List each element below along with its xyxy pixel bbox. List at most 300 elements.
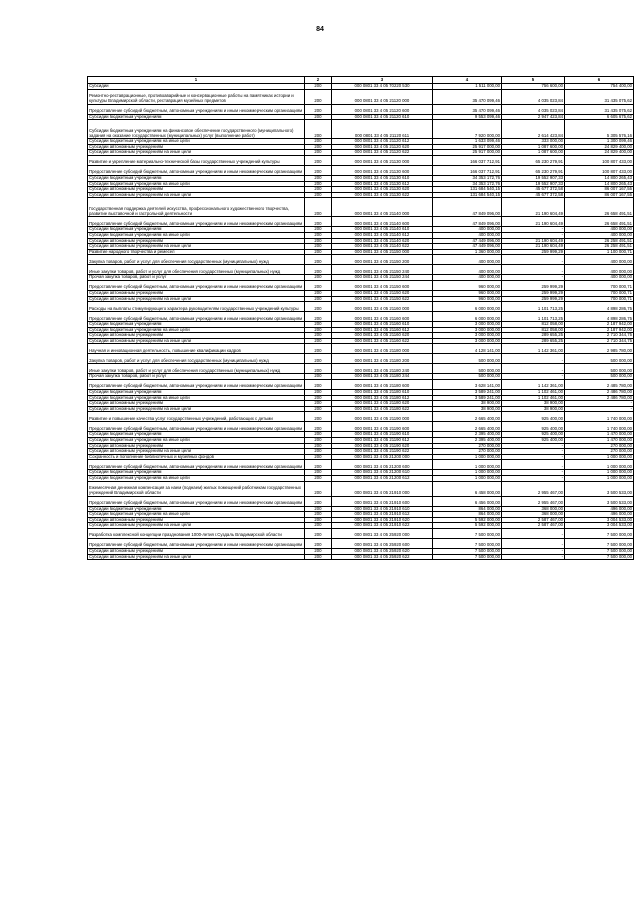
row-department-cell: 200 [305,354,332,364]
row-remainder-cell: 7 500 000,00 [565,548,634,554]
row-name-cell: Субсидии бюджетным учреждениям на иные цели [88,327,305,333]
table-row [88,481,634,496]
row-code-cell: 000 0801 33 4 05 21910 612 [332,512,433,518]
row-name-cell: Субсидии [88,84,305,90]
budget-table [87,76,634,560]
table-row [88,338,634,344]
row-code-cell: 000 0801 33 4 05 21190 610 [332,432,433,438]
row-approved-cell: 5 592 000,00 [433,517,502,523]
row-name-cell: Субсидии бюджетным учреждениям на иные цели [88,512,305,518]
row-code-cell: 000 0801 33 4 05 21130 620 [332,187,433,193]
row-remainder-cell: 1 100 000,71 [565,249,634,255]
row-code-cell: 000 0801 33 4 05 21180 610 [332,390,433,396]
row-code-cell: 000 0801 33 4 05 21150 622 [332,296,433,302]
row-department-cell: 200 [305,165,332,175]
row-department-cell: 200 [305,470,332,476]
row-approved-cell: 400 000,00 [433,232,502,238]
row-remainder-cell: 2 187 942,00 [565,322,634,328]
row-executed-cell: 21 190 604,49 [502,217,565,227]
row-code-cell: 000 0801 33 4 05 21130 000 [332,155,433,165]
row-approved-cell: 34 353 172,76 [433,175,502,181]
row-approved-cell: 166 037 712,91 [433,155,502,165]
row-code-cell: 000 0801 33 4 05 21200 610 [332,470,433,476]
row-name-cell: Субсидии автономным учреждениям [88,548,305,554]
row-remainder-cell: - [565,401,634,407]
row-code-cell: 000 0801 33 4 05 21160 620 [332,333,433,339]
row-name-cell: Субсидии автономным учреждениям [88,187,305,193]
row-executed-cell: 756 600,00 [502,84,565,90]
row-name-cell: Субсидии бюджетным учреждениям на иные цели [88,476,305,482]
row-approved-cell: 47 449 096,00 [433,238,502,244]
row-approved-cell: 864 000,00 [433,506,502,512]
row-approved-cell: 3 589 241,00 [433,390,502,396]
row-executed-cell: 1 102 461,00 [502,390,565,396]
row-approved-cell: 7 500 000,00 [433,548,502,554]
row-name-cell: Субсидии автономным учреждениям на иные цели [88,192,305,198]
table-row [88,354,634,364]
row-name-cell: Субсидии бюджетным учреждениям [88,506,305,512]
row-name-cell: Субсидии бюджетным учреждениям [88,390,305,396]
row-executed-cell: 259 999,29 [502,296,565,302]
row-name-cell: Субсидии автономным учреждениям на иные цели [88,150,305,156]
row-name-cell: Иные закупки товаров, работ и услуг для обеспечения государственных (муниципальных) нужд [88,364,305,374]
row-executed-cell: 1 101 713,25 [502,312,565,322]
row-executed-cell: - [502,454,565,460]
row-name-cell: Субсидии бюджетным учреждениям [88,114,305,120]
table-row [88,89,634,104]
row-approved-cell: 400 000,00 [433,255,502,265]
row-remainder-cell: 500 000,00 [565,354,634,364]
row-approved-cell: 400 000,00 [433,227,502,233]
row-name-cell: Развитие и повышение качества услуг государственных учреждений, работающих с детьми [88,412,305,422]
row-remainder-cell: 26 658 491,51 [565,198,634,217]
row-remainder-cell: 2 710 344,75 [565,338,634,344]
row-executed-cell: 19 552 907,33 [502,181,565,187]
row-code-cell: 000 0801 33 4 05 21120 620 [332,144,433,150]
row-remainder-cell: 5 305 576,16 [565,120,634,139]
row-remainder-cell: 400 000,00 [565,275,634,281]
row-remainder-cell: 3 500 533,00 [565,481,634,496]
row-executed-cell: 1 101 713,25 [502,302,565,312]
row-remainder-cell: 3 004 533,00 [565,523,634,529]
row-department-cell: 200 [305,432,332,438]
row-remainder-cell: 1 300 099,46 [565,139,634,145]
table-row [88,217,634,227]
row-remainder-cell: 500 000,00 [565,374,634,380]
row-executed-cell: - [502,275,565,281]
row-code-cell: 000 0801 33 4 05 21180 000 [332,344,433,354]
row-executed-cell: 289 655,25 [502,333,565,339]
row-approved-cell: 3 000 000,00 [433,338,502,344]
row-executed-cell: - [502,374,565,380]
row-department-cell: 200 [305,89,332,104]
row-approved-cell: 3 000 000,00 [433,327,502,333]
row-name-cell: Научная и инновационная деятельность, повышение квалификации кадров [88,344,305,354]
row-code-cell: 000 0801 33 4 05 21140 000 [332,198,433,217]
row-name-cell: Развитие и укрепление материально-технической базы государственных учреждений культуры [88,155,305,165]
row-department-cell: 200 [305,374,332,380]
row-executed-cell: 45 677 372,58 [502,192,565,198]
row-code-cell: 000 0801 33 4 05 21160 610 [332,322,433,328]
row-name-cell: Предоставление субсидий бюджетным, автономным учреждениям и иным некоммерческим организациям [88,460,305,470]
row-department-cell: 200 [305,395,332,401]
row-approved-cell: 7 500 000,00 [433,528,502,538]
row-remainder-cell: 24 829 400,00 [565,150,634,156]
row-name-cell: Закупка товаров, работ и услуг для обеспечения государственных (муниципальных) нужд [88,354,305,364]
row-code-cell: 000 0801 33 4 05 21190 600 [332,422,433,432]
row-code-cell: 000 0801 33 4 05 21150 000 [332,249,433,255]
row-department-cell: 200 [305,104,332,114]
row-department-cell: 200 [305,187,332,193]
row-department-cell: 200 [305,512,332,518]
row-department-cell: 200 [305,523,332,529]
row-remainder-cell: 700 000,71 [565,280,634,290]
row-code-cell: 000 0801 33 4 05 21120 600 [332,104,433,114]
row-code-cell: 000 0801 33 4 05 21140 610 [332,227,433,233]
row-name-cell: Субсидии автономным учреждениям на иные цели [88,523,305,529]
row-name-cell: Субсидии автономным учреждениям на иные цели [88,338,305,344]
row-code-cell: 000 0801 33 4 05 21190 622 [332,449,433,455]
table-row [88,280,634,290]
row-executed-cell: - [502,255,565,265]
table-row [88,155,634,165]
row-name-cell: Субсидии автономным учреждениям [88,333,305,339]
row-department-cell: 200 [305,255,332,265]
row-approved-cell: 270 000,00 [433,443,502,449]
row-approved-cell: 500 000,00 [433,354,502,364]
row-approved-cell: 1 360 000,00 [433,249,502,255]
row-department-cell: 200 [305,538,332,548]
row-approved-cell: 1 000 000,00 [433,470,502,476]
row-department-cell: 200 [305,338,332,344]
row-code-cell: 000 0801 33 4 05 21140 600 [332,217,433,227]
column-number-6: 6 [565,77,634,84]
row-code-cell: 000 0801 33 4 05 21180 600 [332,380,433,390]
row-executed-cell: 1 142 361,00 [502,380,565,390]
row-name-cell: Государственная поддержка деятелей искусства, профессионального художественного творчества, развитие выставочной и гастрольной деятельности [88,198,305,217]
row-department-cell: 200 [305,275,332,281]
row-remainder-cell: 1 000 000,00 [565,470,634,476]
row-code-cell: 000 0801 33 4 05 21120 612 [332,139,433,145]
row-code-cell: 000 0801 33 4 05 21140 622 [332,244,433,250]
row-executed-cell: 368 000,00 [502,506,565,512]
row-code-cell: 000 0801 33 4 05 21200 612 [332,476,433,482]
row-approved-cell: 400 000,00 [433,265,502,275]
row-approved-cell: 864 000,00 [433,512,502,518]
table-row [88,523,634,529]
row-code-cell: 000 0801 33 4 05 25920 600 [332,538,433,548]
row-executed-cell: - [502,354,565,364]
row-approved-cell: 47 449 096,00 [433,244,502,250]
budget-table-body [88,77,634,560]
row-name-cell: Субсидии бюджетным учреждениям на иные цели [88,139,305,145]
row-executed-cell: 21 190 604,49 [502,198,565,217]
row-department-cell: 200 [305,506,332,512]
row-remainder-cell: 496 000,00 [565,506,634,512]
row-department-cell: 200 [305,422,332,432]
row-approved-cell: 500 000,00 [433,364,502,374]
row-department-cell: 200 [305,150,332,156]
row-code-cell: 000 0801 33 4 05 25920 622 [332,554,433,560]
row-executed-cell: 289 655,25 [502,338,565,344]
row-approved-cell: 6 456 000,00 [433,496,502,506]
row-name-cell: Субсидии бюджетным учреждениям [88,432,305,438]
row-remainder-cell: 86 007 167,55 [565,192,634,198]
row-executed-cell: 925 400,00 [502,422,565,432]
row-department-cell: 200 [305,438,332,444]
table-row [88,538,634,548]
row-remainder-cell: 2 710 344,75 [565,333,634,339]
row-name-cell: Субсидии бюджетным учреждениям на иные цели [88,395,305,401]
row-executed-cell: - [502,554,565,560]
table-row [88,104,634,114]
row-executed-cell: 259 999,29 [502,290,565,296]
row-code-cell: 000 0801 33 4 05 21150 600 [332,280,433,290]
row-name-cell: Субсидии бюджетным учреждениям [88,227,305,233]
row-approved-cell: 5 592 000,00 [433,523,502,529]
row-department-cell: 200 [305,322,332,328]
table-row [88,296,634,302]
row-department-cell: 200 [305,290,332,296]
row-executed-cell: 65 230 279,91 [502,155,565,165]
row-department-cell: 200 [305,302,332,312]
row-approved-cell: 1 000 000,00 [433,454,502,460]
row-department-cell: 200 [305,406,332,412]
table-row [88,181,634,187]
column-number-row [88,77,634,84]
table-row [88,380,634,390]
row-executed-cell: 19 552 907,33 [502,175,565,181]
row-approved-cell: 166 037 712,91 [433,165,502,175]
row-name-cell: Предоставление субсидий бюджетным, автономным учреждениям и иным некоммерческим организациям [88,312,305,322]
row-name-cell: Субсидии бюджетным учреждениям [88,322,305,328]
table-row [88,327,634,333]
row-remainder-cell: 1 000 000,00 [565,454,634,460]
row-department-cell: 200 [305,460,332,470]
row-remainder-cell: 14 800 265,43 [565,175,634,181]
row-code-cell: 000 0801 33 4 05 21150 620 [332,290,433,296]
row-approved-cell: 131 684 540,15 [433,192,502,198]
row-name-cell: Субсидии автономным учреждениям на иные цели [88,406,305,412]
row-remainder-cell: 14 800 265,43 [565,181,634,187]
row-executed-cell: - [502,476,565,482]
row-remainder-cell: 2 485 780,00 [565,380,634,390]
row-approved-cell: 270 000,00 [433,449,502,455]
row-code-cell: 000 0801 33 4 05 21190 612 [332,438,433,444]
row-code-cell: 000 0801 33 4 05 21180 620 [332,401,433,407]
row-executed-cell: 925 400,00 [502,432,565,438]
row-department-cell: 200 [305,139,332,145]
row-code-cell: 000 0801 33 4 05 21130 612 [332,181,433,187]
row-name-cell: Субсидии автономным учреждениям [88,290,305,296]
row-remainder-cell: 26 258 491,51 [565,244,634,250]
row-approved-cell: 7 500 000,00 [433,538,502,548]
row-approved-cell: 6 458 000,00 [433,481,502,496]
row-remainder-cell: 4 898 286,75 [565,312,634,322]
row-remainder-cell: 100 807 433,00 [565,165,634,175]
row-name-cell: Субсидии автономным учреждениям на иные цели [88,449,305,455]
row-name-cell: Субсидии автономным учреждениям [88,443,305,449]
row-code-cell: 000 0801 33 4 05 21130 610 [332,175,433,181]
row-approved-cell: 38 900,00 [433,401,502,407]
row-name-cell: Предоставление субсидий бюджетным, автономным учреждениям и иным некоммерческим организациям [88,538,305,548]
row-code-cell: 000 0801 33 4 05 21120 611 [332,120,433,139]
row-department-cell: 200 [305,401,332,407]
table-row [88,364,634,374]
row-department-cell: 200 [305,244,332,250]
row-department-cell: 200 [305,443,332,449]
row-executed-cell: 925 400,00 [502,412,565,422]
row-remainder-cell: 2 486 780,00 [565,390,634,396]
row-name-cell: Предоставление субсидий бюджетным, автономным учреждениям и иным некоммерческим организациям [88,165,305,175]
row-remainder-cell: 31 435 075,62 [565,89,634,104]
table-row [88,198,634,217]
row-approved-cell: 2 395 400,00 [433,432,502,438]
row-approved-cell: 47 849 096,00 [433,217,502,227]
row-executed-cell: - [502,449,565,455]
row-code-cell: 000 0801 33 4 05 21200 000 [332,454,433,460]
row-remainder-cell: 400 000,00 [565,255,634,265]
row-remainder-cell: 1 000 000,00 [565,476,634,482]
row-code-cell: 000 0801 33 4 05 21180 200 [332,354,433,364]
row-name-cell: Прочая закупка товаров, работ и услуг [88,275,305,281]
row-executed-cell: - [502,265,565,275]
row-executed-cell: 2 587 467,00 [502,523,565,529]
row-department-cell: 200 [305,333,332,339]
table-row [88,496,634,506]
row-code-cell: 000 0801 33 4 05 70220 530 [332,84,433,90]
page-number: 84 [316,26,324,33]
row-approved-cell: 6 000 000,00 [433,302,502,312]
row-remainder-cell: 496 000,00 [565,512,634,518]
row-remainder-cell: 754 400,00 [565,84,634,90]
row-name-cell: Субсидии автономным учреждениям на иные цели [88,296,305,302]
row-executed-cell: 2 587 467,00 [502,517,565,523]
table-row [88,344,634,354]
row-approved-cell: 2 395 400,00 [433,438,502,444]
table-row [88,249,634,255]
row-remainder-cell: 24 829 400,00 [565,144,634,150]
row-name-cell: Развитие народного творчества и ремесел [88,249,305,255]
row-code-cell: 000 0801 33 4 05 21910 610 [332,506,433,512]
row-department-cell: 200 [305,265,332,275]
row-approved-cell: 3 628 141,00 [433,380,502,390]
row-approved-cell: 1 000 000,00 [433,460,502,470]
row-department-cell: 200 [305,120,332,139]
row-approved-cell: 1 000 000,00 [433,476,502,482]
row-code-cell: 000 0801 33 4 05 21190 620 [332,443,433,449]
row-remainder-cell: 1 740 000,00 [565,412,634,422]
column-number-1: 1 [88,77,305,84]
row-name-cell: Субсидии бюджетным учреждениям [88,175,305,181]
row-department-cell: 200 [305,175,332,181]
row-approved-cell: 131 684 540,15 [433,187,502,193]
row-code-cell: 000 0801 33 4 05 21140 612 [332,232,433,238]
row-code-cell: 000 0801 33 4 05 21190 000 [332,412,433,422]
row-name-cell: Ремонтно-реставрационные, противоаварийные и консервационные работы на памятниках истории и культуры Владимирской области, реставрация музейных предметов [88,89,305,104]
row-executed-cell: 1 142 361,00 [502,344,565,354]
row-department-cell: 200 [305,192,332,198]
row-department-cell: 200 [305,198,332,217]
row-department-cell: 200 [305,449,332,455]
row-remainder-cell: 86 007 167,55 [565,187,634,193]
table-row [88,120,634,139]
table-row [88,460,634,470]
row-code-cell: 000 0801 33 4 05 21130 622 [332,192,433,198]
row-executed-cell: - [502,548,565,554]
row-executed-cell: 4 035 023,84 [502,104,565,114]
row-code-cell: 000 0801 33 4 05 21160 600 [332,312,433,322]
row-approved-cell: 47 849 096,00 [433,198,502,217]
row-name-cell: Субсидии бюджетным учреждениям на иные цели [88,181,305,187]
table-row [88,395,634,401]
row-remainder-cell: 7 500 000,00 [565,554,634,560]
row-department-cell: 200 [305,327,332,333]
row-executed-cell: 259 999,29 [502,249,565,255]
row-approved-cell: 35 470 099,46 [433,89,502,104]
row-executed-cell: 2 947 423,84 [502,114,565,120]
row-approved-cell: 9 553 099,46 [433,114,502,120]
row-name-cell: Ежемесячная денежная компенсация за наем (поднаем) жилых помещений работникам государственных учреждений Владимирской области [88,481,305,496]
row-code-cell: 000 0801 33 4 05 21180 612 [332,395,433,401]
row-approved-cell: 25 917 000,00 [433,150,502,156]
row-name-cell: Субсидии автономным учреждениям [88,144,305,150]
row-executed-cell: - [502,364,565,374]
row-code-cell: 000 0801 33 4 05 21160 000 [332,302,433,312]
row-department-cell: 200 [305,412,332,422]
row-name-cell: Предоставление субсидий бюджетным, автономным учреждениям и иным некоммерческим организациям [88,217,305,227]
table-row [88,554,634,560]
row-approved-cell: 34 353 172,76 [433,181,502,187]
row-department-cell: 200 [305,249,332,255]
row-remainder-cell: 700 000,71 [565,290,634,296]
table-row [88,244,634,250]
row-executed-cell: 21 190 604,49 [502,244,565,250]
row-approved-cell: 2 665 400,00 [433,422,502,432]
row-remainder-cell: 3 004 533,00 [565,517,634,523]
row-executed-cell: 38 900,00 [502,406,565,412]
row-department-cell: 200 [305,227,332,233]
row-code-cell: 000 0801 33 4 05 21200 600 [332,460,433,470]
row-code-cell: 000 0801 33 4 05 21150 200 [332,255,433,265]
row-executed-cell: 38 900,00 [502,401,565,407]
row-approved-cell: 960 000,00 [433,290,502,296]
row-department-cell: 200 [305,390,332,396]
row-executed-cell: 259 999,29 [502,280,565,290]
table-row [88,528,634,538]
row-executed-cell: - [502,232,565,238]
row-department-cell: 200 [305,114,332,120]
row-department-cell: 200 [305,548,332,554]
column-number-4: 4 [433,77,502,84]
table-row [88,312,634,322]
table-row [88,512,634,518]
row-remainder-cell: 3 500 533,00 [565,496,634,506]
row-code-cell: 000 0801 33 4 05 21160 612 [332,327,433,333]
row-name-cell: Субсидии бюджетным учреждениям [88,470,305,476]
row-approved-cell: 4 128 141,00 [433,344,502,354]
row-name-cell: Субсидии автономным учреждениям [88,517,305,523]
row-department-cell: 200 [305,364,332,374]
row-remainder-cell: 2 486 780,00 [565,395,634,401]
row-approved-cell: 3 000 000,00 [433,322,502,328]
row-remainder-cell: - [565,406,634,412]
row-approved-cell: 1 511 000,00 [433,84,502,90]
row-name-cell: Предоставление субсидий бюджетным, автономным учреждениям и иным некоммерческим организациям [88,422,305,432]
row-executed-cell: 812 058,00 [502,327,565,333]
row-executed-cell: 925 400,00 [502,438,565,444]
row-approved-cell: 1 633 099,46 [433,139,502,145]
